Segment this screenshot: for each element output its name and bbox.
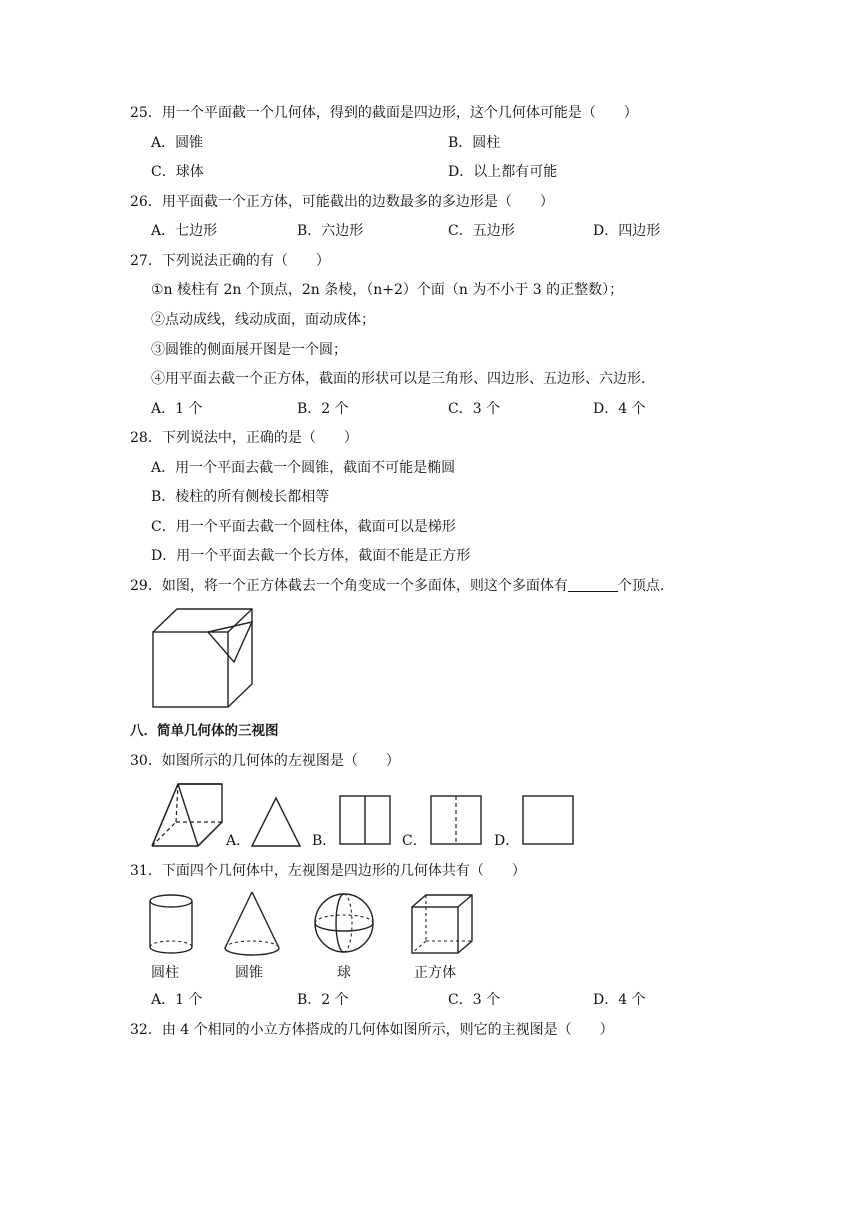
q30-option-c-rectangle-dashed-line-view bbox=[429, 794, 483, 846]
q27-statement-3: ③圆锥的侧面展开图是一个圆； bbox=[151, 342, 347, 358]
q28-option-b: B．棱柱的所有侧棱长都相等 bbox=[151, 489, 330, 505]
q27-statement-2: ②点动成线，线动成面，面动成体； bbox=[151, 312, 375, 328]
q29-truncated-cube-figure bbox=[150, 606, 254, 710]
q29-stem-before: 29．如图，将一个正方体截去一个角变成一个多面体，则这个多面体有 bbox=[130, 578, 568, 594]
q32-stem: 32．由 4 个相同的小立方体搭成的几何体如图所示，则它的主视图是（ ） bbox=[130, 1022, 614, 1038]
q31-cube-figure bbox=[410, 893, 474, 955]
q27-option-d: D．4 个 bbox=[593, 401, 646, 417]
q29-answer-blank bbox=[568, 577, 618, 592]
q25-option-a: A．圆锥 bbox=[151, 135, 204, 151]
q26-option-c: C．五边形 bbox=[448, 223, 515, 239]
q30-option-d-square-view bbox=[521, 794, 575, 846]
q31-cone-figure bbox=[222, 890, 282, 958]
q31-caption-sphere: 球 bbox=[337, 965, 351, 981]
q30-stem: 30．如图所示的几何体的左视图是（ ） bbox=[130, 753, 400, 769]
q29-stem bbox=[130, 576, 674, 596]
q27-option-c: C．3 个 bbox=[448, 401, 501, 417]
q28-stem: 28．下列说法中，正确的是（ ） bbox=[130, 430, 358, 446]
q28-option-a: A．用一个平面去截一个圆锥，截面不可能是椭圆 bbox=[151, 460, 456, 476]
q31-caption-cube: 正方体 bbox=[414, 965, 456, 981]
q25-option-b: B．圆柱 bbox=[448, 135, 501, 151]
q31-caption-cone: 圆锥 bbox=[235, 965, 263, 981]
q31-caption-cylinder: 圆柱 bbox=[151, 965, 179, 981]
q30-option-c: C． bbox=[402, 833, 427, 849]
q28-option-d: D．用一个平面去截一个长方体，截面不能是正方形 bbox=[151, 548, 471, 564]
q26-stem: 26．用平面截一个正方体，可能截出的边数最多的多边形是（ ） bbox=[130, 194, 554, 210]
q31-stem: 31．下面四个几何体中，左视图是四边形的几何体共有（ ） bbox=[130, 863, 526, 879]
q27-stem: 27．下列说法正确的有（ ） bbox=[130, 253, 330, 269]
q31-option-b: B．2 个 bbox=[297, 992, 349, 1008]
q30-option-a: A． bbox=[226, 833, 251, 849]
q25-option-d: D．以上都有可能 bbox=[448, 164, 558, 180]
q27-statement-1: ①n 棱柱有 2n 个顶点，2n 条棱，（n+2）个面（n 为不小于 3 的正整数）； bbox=[151, 282, 624, 298]
q31-sphere-figure bbox=[312, 891, 376, 955]
q27-option-b: B．2 个 bbox=[297, 401, 349, 417]
q30-prism-figure bbox=[150, 782, 226, 848]
q31-option-d: D．4 个 bbox=[593, 992, 646, 1008]
q28-option-c: C．用一个平面去截一个圆柱体，截面可以是梯形 bbox=[151, 519, 456, 535]
q29-stem-after: 个顶点． bbox=[617, 578, 674, 594]
q31-option-a: A．1 个 bbox=[151, 992, 203, 1008]
q30-option-d: D． bbox=[494, 833, 520, 849]
q31-cylinder-figure bbox=[147, 893, 195, 957]
q27-option-a: A．1 个 bbox=[151, 401, 203, 417]
q25-stem: 25．用一个平面截一个几何体，得到的截面是四边形，这个几何体可能是（ ） bbox=[130, 105, 638, 121]
q26-option-b: B．六边形 bbox=[297, 223, 364, 239]
q26-option-a: A．七边形 bbox=[151, 223, 218, 239]
q26-option-d: D．四边形 bbox=[593, 223, 661, 239]
q30-option-b-rectangle-solid-line-view bbox=[338, 794, 392, 846]
q25-option-c: C．球体 bbox=[151, 164, 204, 180]
q31-option-c: C．3 个 bbox=[448, 992, 501, 1008]
q30-option-b: B． bbox=[312, 833, 337, 849]
section-heading-8: 八．简单几何体的三视图 bbox=[130, 723, 279, 739]
q27-statement-4: ④用平面去截一个正方体，截面的形状可以是三角形、四边形、五边形、六边形． bbox=[151, 371, 655, 387]
q30-option-a-triangle-view bbox=[250, 796, 302, 848]
